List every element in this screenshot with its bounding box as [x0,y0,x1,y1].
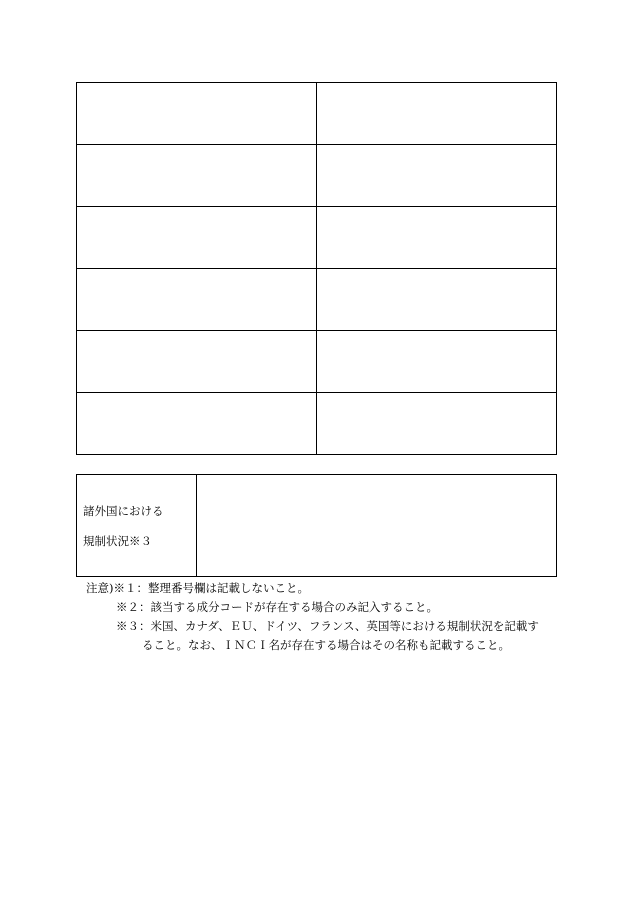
table-cell[interactable] [77,207,317,269]
table-cell[interactable] [317,393,557,455]
regulation-table [76,474,557,577]
note-3-line-2: ること。なお、ＩＮＣＩ名が存在する場合はその名称も記載すること。 [142,638,510,652]
note-3-line-1: ※３：米国、カナダ、ＥＵ、ドイツ、フランス、英国等における規制状況を記載す [116,619,539,633]
form-grid-table [76,82,557,455]
table-row [77,331,557,393]
table-row [77,207,557,269]
note-1: 注意)※１：整理番号欄は記載しないこと。 [86,581,309,595]
regulation-label-cell [77,475,197,577]
table-cell[interactable] [317,269,557,331]
table-cell[interactable] [77,331,317,393]
regulation-label-line2: 規制状況※３ [83,533,152,548]
table-cell[interactable] [77,145,317,207]
table-cell[interactable] [317,145,557,207]
table-row [77,475,557,577]
table-cell[interactable] [317,331,557,393]
table-cell[interactable] [317,83,557,145]
table-row [77,145,557,207]
regulation-label-line1: 諸外国における [83,503,164,518]
notes-section [86,579,566,655]
table-cell[interactable] [77,83,317,145]
note-2: ※２：該当する成分コードが存在する場合のみ記入すること。 [116,600,438,614]
table-cell[interactable] [77,393,317,455]
table-row [77,393,557,455]
regulation-value-cell[interactable] [197,475,557,577]
table-row [77,269,557,331]
table-cell[interactable] [77,269,317,331]
table-cell[interactable] [317,207,557,269]
table-row [77,83,557,145]
